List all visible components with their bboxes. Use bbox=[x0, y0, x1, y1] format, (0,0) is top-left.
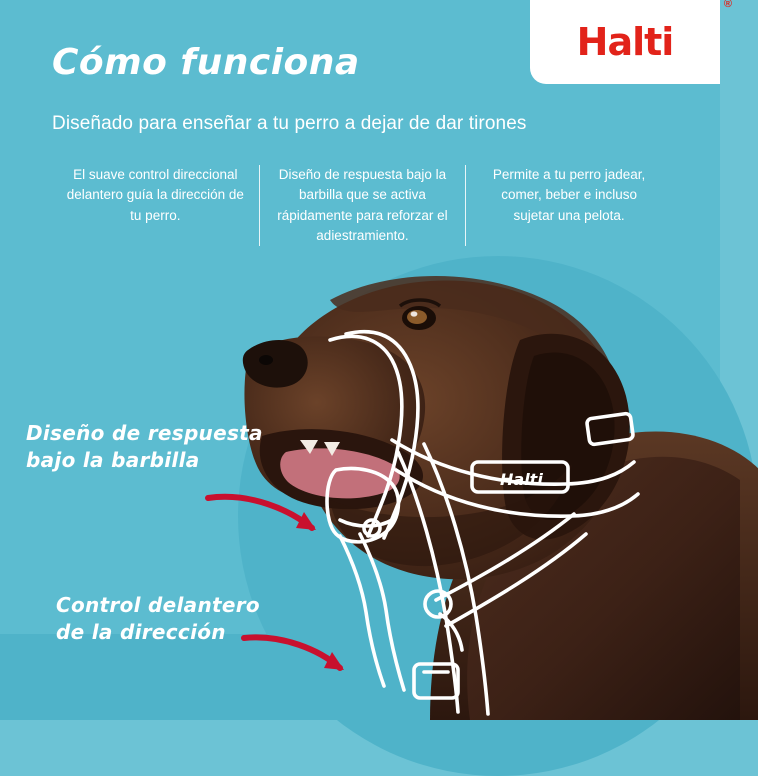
feature-item: Permite a tu perro jadear, comer, beber e incluso sujetar una pelota. bbox=[465, 165, 672, 246]
page-title: Cómo funciona bbox=[52, 42, 360, 83]
page-subtitle: Diseñado para enseñar a tu perro a dejar de dar tirones bbox=[52, 113, 527, 134]
annotation-chin-arrow bbox=[200, 488, 330, 548]
feature-columns bbox=[52, 165, 672, 246]
annotation-front-arrow bbox=[238, 630, 358, 690]
feature-item: El suave control direccional delantero guía la dirección de tu perro. bbox=[66, 167, 244, 223]
registered-mark: ® bbox=[723, 0, 732, 10]
halti-logo-card bbox=[530, 0, 732, 84]
halti-strap-label-text: Halti bbox=[500, 470, 543, 489]
halti-strap-label bbox=[500, 470, 543, 489]
annotation-front-label: Control delantero de la dirección bbox=[56, 593, 260, 644]
annotation-chin-label: Diseño de respuesta bajo la barbilla bbox=[26, 421, 263, 472]
feature-item: Diseño de respuesta bajo la barbilla que se activa rápidamente para reforzar el adiestramiento. bbox=[259, 165, 466, 246]
halti-logo-text: Halti bbox=[576, 20, 674, 64]
